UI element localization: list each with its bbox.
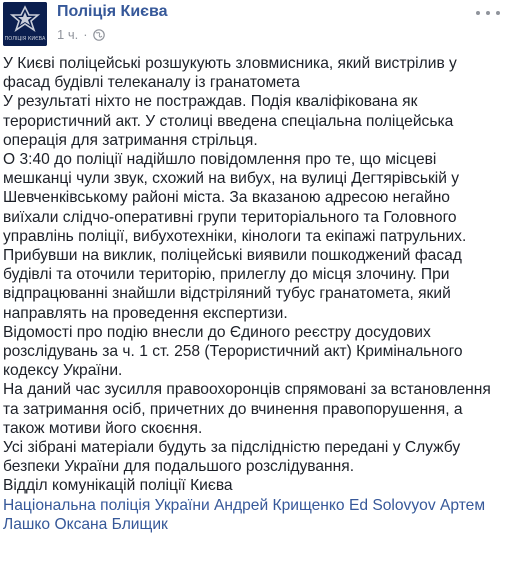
post-paragraph: О 3:40 до поліції надійшло повідомлення про те, що місцеві мешканці чули звук, схожий на вибух, на вулиці Дегтярівській у Шевченківському районі міста. За вказаною адресою негайно виїхали слідчо-оперативні групи територіального та Головного управлінь поліції, вибухотехніки, кінологи та екіпажі патрульних. bbox=[3, 151, 467, 245]
post-paragraph: У результаті ніхто не постраждав. Подія кваліфікована як терористичний акт. У столиці введена спеціальна поліцейська операція для затримання стрільця. bbox=[3, 93, 454, 149]
post-signature: Відділ комунікацій поліції Києва bbox=[3, 477, 233, 495]
post-paragraph: Прибувши на виклик, поліцейські виявили пошкоджений фасад будівлі та оточили територію, прилеглу до місця злочину. При відпрацюванні знайшли відстріляний тубус гранатомета, який направлять на проведення експертизи. bbox=[3, 247, 462, 322]
tag-link[interactable]: Національна поліція України bbox=[3, 496, 210, 514]
more-options-icon[interactable] bbox=[476, 6, 500, 20]
tagged-people bbox=[3, 496, 503, 534]
globe-icon[interactable] bbox=[93, 29, 105, 41]
tag-link[interactable]: Артем Лашко bbox=[3, 496, 486, 533]
post-paragraph: Усі зібрані матеріали будуть за підслідністю передані у Службу безпеки України для подальшого розслідування. bbox=[3, 439, 461, 476]
post-paragraph: На даний час зусилля правоохоронців спрямовані за встановлення та затримання осіб, причетних до вчинення правопорушення, а також мотиви його скоєння. bbox=[3, 381, 491, 437]
meta-separator: · bbox=[83, 27, 88, 42]
page-name-link[interactable]: Поліція Києва bbox=[57, 3, 168, 20]
post-header bbox=[0, 0, 510, 48]
post-body bbox=[3, 54, 503, 534]
page-avatar[interactable] bbox=[3, 2, 47, 46]
tag-link[interactable]: Ed Solovyov bbox=[348, 496, 436, 514]
tag-link[interactable]: Андрей Крищенко bbox=[214, 496, 345, 514]
post-meta bbox=[57, 27, 105, 42]
police-badge-icon bbox=[3, 2, 47, 46]
avatar-text: ПОЛІЦІЯ КИЄВА bbox=[4, 36, 46, 42]
post-timestamp[interactable]: 1 ч. bbox=[57, 27, 79, 42]
post-paragraph: У Києві поліцейські розшукують зловмисника, який вистрілив у фасад будівлі телеканалу із гранатомета bbox=[3, 55, 457, 92]
post-paragraph: Відомості про подію внесли до Єдиного реєстру досудових розслідувань за ч. 1 ст. 258 (Терористичний акт) Кримінального кодексу України. bbox=[3, 323, 463, 380]
tag-link[interactable]: Оксана Блищик bbox=[54, 515, 168, 533]
